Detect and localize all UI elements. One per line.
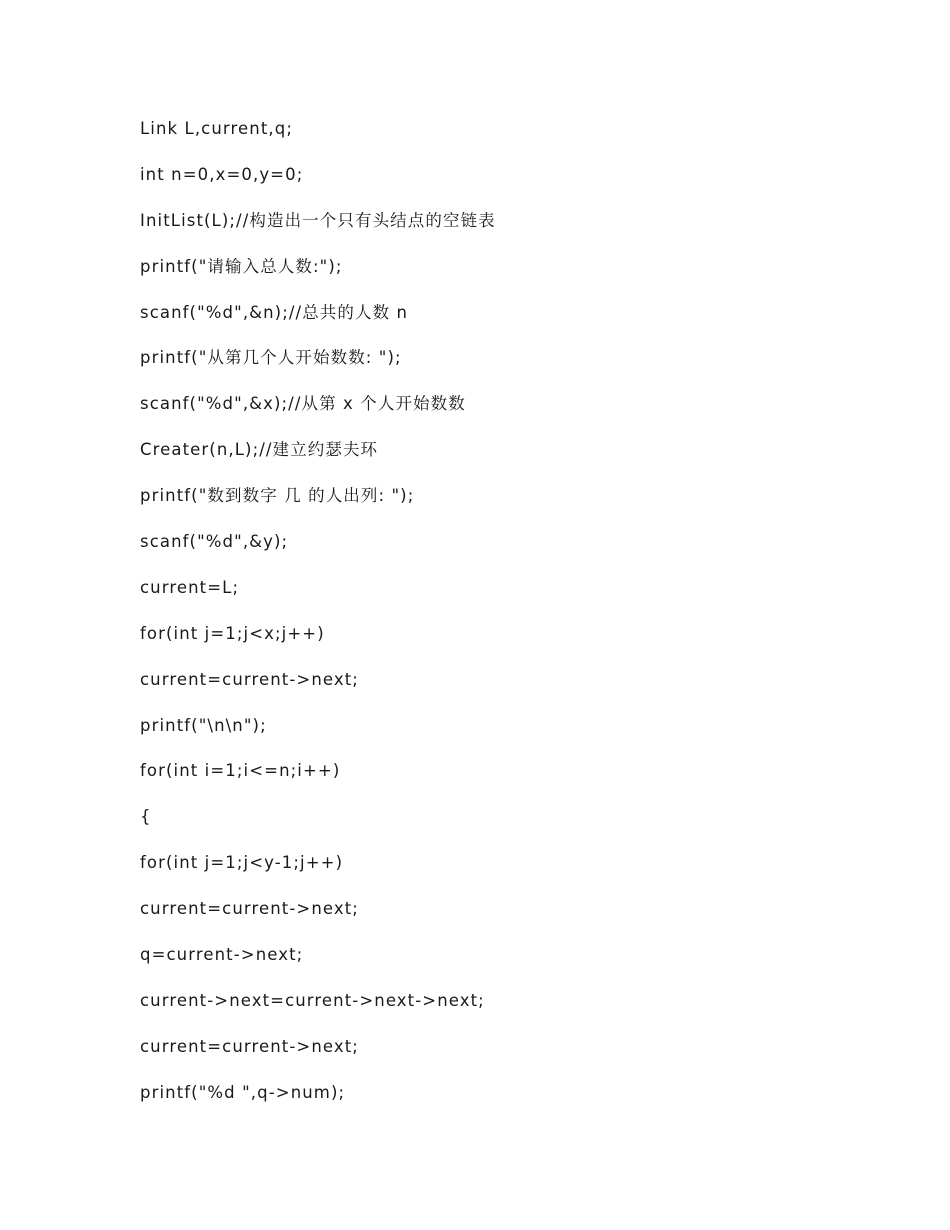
- code-line: current=current->next;: [140, 899, 359, 919]
- code-line: for(int i=1;i<=n;i++): [140, 761, 341, 781]
- code-line: scanf("%d",&y);: [140, 532, 289, 552]
- code-line: printf("%d ",q->num);: [140, 1082, 346, 1102]
- code-line: {: [140, 807, 152, 827]
- code-line: scanf("%d",&n);//总共的人数 n: [140, 302, 409, 322]
- code-line: Creater(n,L);//建立约瑟夫环: [140, 440, 379, 460]
- code-block: [140, 113, 900, 1123]
- code-line: q=current->next;: [140, 945, 304, 965]
- code-line: current=current->next;: [140, 669, 359, 689]
- code-line: printf("请输入总人数:");: [140, 256, 343, 276]
- code-line: for(int j=1;j<x;j++): [140, 623, 325, 643]
- code-line: for(int j=1;j<y-1;j++): [140, 853, 344, 873]
- code-line: scanf("%d",&x);//从第 x 个人开始数数: [140, 394, 466, 414]
- code-line: int n=0,x=0,y=0;: [140, 164, 304, 184]
- code-line: Link L,current,q;: [140, 119, 293, 138]
- code-line: InitList(L);//构造出一个只有头结点的空链表: [140, 210, 496, 230]
- code-line: printf("\n\n");: [140, 715, 267, 735]
- code-line: current=current->next;: [140, 1036, 359, 1056]
- code-line: printf("从第几个人开始数数: ");: [140, 348, 402, 368]
- code-line: current->next=current->next->next;: [140, 990, 485, 1010]
- code-line: printf("数到数字 几 的人出列: ");: [140, 486, 415, 506]
- code-line: current=L;: [140, 577, 240, 597]
